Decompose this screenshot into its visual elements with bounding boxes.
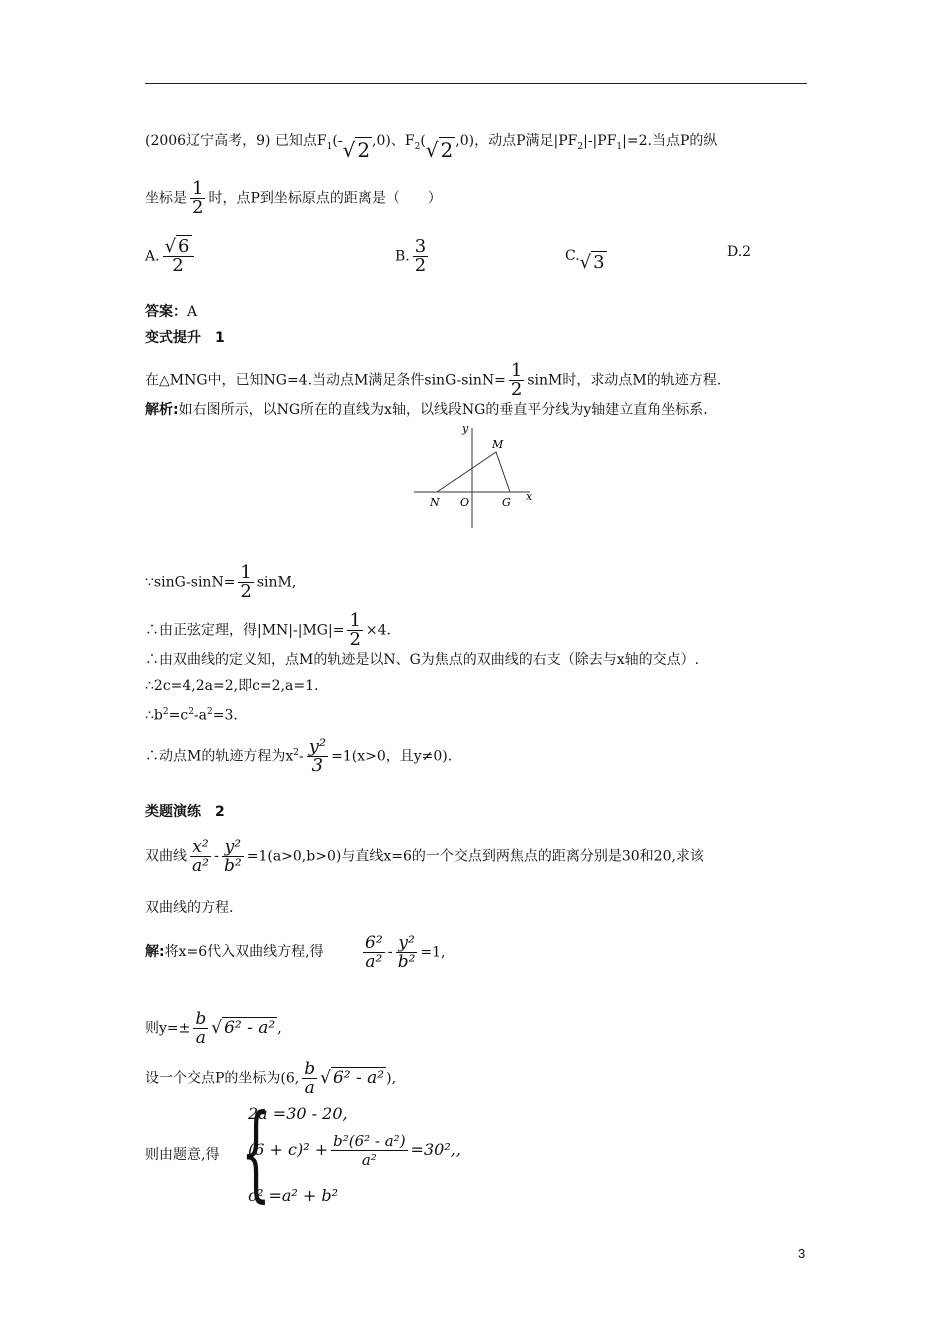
analysis-line <box>145 400 708 420</box>
solution-line: 解:将x=6代入双曲线方程,得 <box>145 944 324 960</box>
fraction-half: $\frac{1}{2}$ <box>510 360 523 400</box>
solution-label: 解: <box>145 944 165 960</box>
fraction-y2-b2: $\frac{\text{y²}}{\text{b²}}$ <box>224 837 242 876</box>
coordinate-figure <box>412 420 538 530</box>
problem1-text: 坐标是 <box>145 190 187 207</box>
answer-line <box>145 302 197 322</box>
system-brace: { <box>241 1091 271 1213</box>
step-3: ∴由双曲线的定义知，点M的轨迹是以N、G为焦点的双曲线的右支（除去与x轴的交点）. <box>145 652 700 668</box>
problem1-text: |-|PF <box>583 133 617 149</box>
solution-equation: $\frac{\text{6²}}{\text{a²}}$ - $\frac{\text{y²}}{\text{b²}}$ =1, <box>365 933 446 972</box>
label-x: x <box>526 490 533 503</box>
header-rule <box>145 83 807 84</box>
fraction-x2-a2: $\frac{\text{x²}}{\text{a²}}$ <box>192 837 209 876</box>
option-label: D.2 <box>727 244 752 260</box>
step-text: ∴由正弦定理，得|MN|-|MG|= <box>145 622 345 639</box>
option-c-value: √ 3 <box>579 252 605 273</box>
step-6: ∴动点M的轨迹方程为$x^2-$ $\frac{\text{y²}}{3}$ =1(x>0，且y≠0). <box>145 736 453 776</box>
problem1-text: (2006辽宁高考，9) 已知点F <box>145 133 327 149</box>
label-o: O <box>460 496 470 509</box>
problem1-text: ,0)，动点P满足|PF <box>455 133 578 149</box>
option-label: C. <box>565 248 580 264</box>
option-label: A. <box>145 248 160 265</box>
problem1-text: 时，点P到坐标原点的距离是（ ） <box>208 190 442 207</box>
problem1-line1 <box>145 128 718 162</box>
subscript: 1 <box>616 141 623 152</box>
label-m: M <box>492 438 504 451</box>
subscript: 1 <box>326 141 333 152</box>
fraction-half: $\frac{1}{2}$ <box>349 610 361 650</box>
system-label: 则由题意,得 <box>145 1147 220 1163</box>
sqrt-2: √ 2 <box>342 138 371 162</box>
system-eq2: (6 + c)² + $\frac{\text{b²(6² - a²)}}{\text{a²}}$ =30²,, <box>248 1132 461 1169</box>
fraction-half: $\frac{1}{2}$ <box>240 562 252 602</box>
step-1 <box>145 564 296 601</box>
analysis-text: 如右图所示，以NG所在的直线为x轴，以线段NG的垂直平分线为y轴建立直角坐标系. <box>178 402 708 418</box>
practice-heading: 类题演练 2 <box>145 804 225 820</box>
option-a <box>145 238 197 275</box>
analysis-label: 解析: <box>145 402 179 418</box>
y-solution: 则y=± $\frac{b}{a}$ √ 6² - a² , <box>145 1009 282 1048</box>
option-c <box>565 244 607 273</box>
step-4: ∴2c=4,2a=2,即c=2,a=1. <box>145 678 319 694</box>
label-n: N <box>430 496 440 509</box>
step-text: sinM, <box>256 574 297 591</box>
problem1-line2 <box>145 180 442 217</box>
point-p-line: 设一个交点P的坐标为(6, $\frac{b}{a}$ √ 6² - a² ), <box>145 1059 397 1098</box>
fraction-y2-3: $\frac{\text{y²}}{3}$ <box>308 736 327 776</box>
system-eq3: c² =a² + b² <box>248 1186 339 1205</box>
triangle-mng <box>437 452 510 492</box>
system-eq1: 2a =30 - 20, <box>248 1104 348 1123</box>
variant-heading: 变式提升 1 <box>145 330 225 346</box>
label-g: G <box>502 496 511 509</box>
problem1-text: |=2.当点P的纵 <box>622 133 718 149</box>
problem1-text: (- <box>332 133 343 149</box>
problem1-text: ( <box>420 133 426 149</box>
practice-question: 双曲线 $\frac{\text{x²}}{\text{a²}}$ - $\frac{\text{y²}}{\text{b²}}$ =1(a>0,b>0)与直线x=6的一个交点到两焦点的距离分别是30和20,求该 <box>145 837 704 876</box>
step-5: $\therefore b^2=c^2-a^2=3$. <box>145 707 238 724</box>
step-2 <box>145 612 391 649</box>
option-d <box>727 244 751 260</box>
option-a-value: $\frac{√ 6}{2}$ <box>163 238 194 275</box>
question-text: sinM时，求动点M的轨迹方程. <box>527 372 722 389</box>
label-y: y <box>462 422 469 435</box>
practice-question-cont: 双曲线的方程. <box>145 900 234 916</box>
answer-label: 答案： <box>145 304 187 320</box>
option-b <box>395 238 431 275</box>
option-b-value: $\frac{3}{2}$ <box>414 236 427 276</box>
question-text: 在△MNG中，已知NG=4.当动点M满足条件sinG-sinN= <box>145 372 506 389</box>
subscript: 2 <box>414 141 421 152</box>
step-text: ∵sinG-sinN= <box>145 574 236 591</box>
page-number: 3 <box>798 1246 806 1261</box>
step-text: ×4. <box>365 622 391 639</box>
variant-question <box>145 362 721 399</box>
subscript: 2 <box>577 141 584 152</box>
fraction-half: $\frac{1}{2}$ <box>192 178 204 218</box>
answer-value: A <box>187 304 198 320</box>
problem1-text: ,0)、F <box>372 133 415 149</box>
option-label: B. <box>395 248 410 265</box>
sqrt-2: √ 2 <box>425 138 454 162</box>
